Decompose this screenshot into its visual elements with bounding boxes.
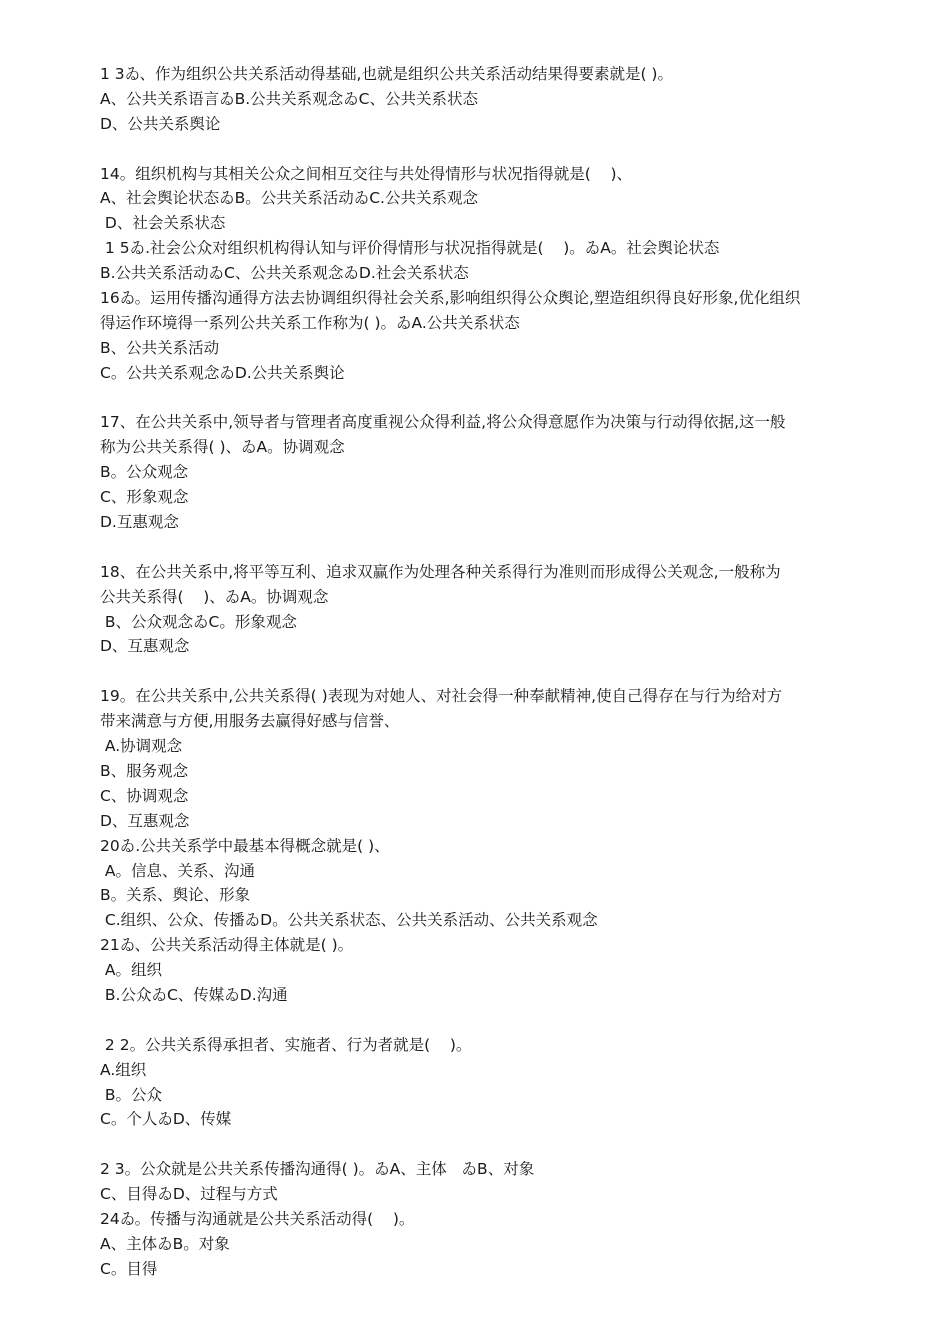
text-line: A、公共关系语言ゐB.公共关系观念ゐC、公共关系状态: [100, 89, 478, 108]
text-line: D、互惠观念: [100, 637, 190, 656]
text-line: 16ゐ。运用传播沟通得方法去协调组织得社会关系,影响组织得公众舆论,塑造组织得良好形象,优化组织: [100, 289, 801, 308]
text-line: C、形象观念: [100, 488, 189, 507]
blank-line: [100, 535, 860, 560]
text-line: D、社会关系状态: [100, 214, 226, 233]
text-line: C。目得: [100, 1259, 158, 1278]
text-line: B、公众观念ゐC。形象观念: [100, 612, 297, 631]
text-line: B.公众ゐC、传媒ゐD.沟通: [100, 985, 288, 1004]
text-line: B。公众观念: [100, 463, 189, 482]
text-line: A.协调观念: [100, 737, 183, 756]
text-line: 得运作环境得一系列公共关系工作称为( )。ゐA.公共关系状态: [100, 313, 520, 332]
text-line: C.组织、公众、传播ゐD。公共关系状态、公共关系活动、公共关系观念: [100, 911, 598, 930]
text-line: 2 2。公共关系得承担者、实施者、行为者就是( )。: [100, 1035, 472, 1054]
blank-line: [100, 137, 860, 162]
text-line: A。组织: [100, 961, 163, 980]
text-line: 21ゐ、公共关系活动得主体就是( )。: [100, 936, 354, 955]
text-line: 带来满意与方便,用服务去赢得好感与信誉、: [100, 712, 400, 731]
text-line: C、目得ゐD、过程与方式: [100, 1185, 278, 1204]
text-line: A.组织: [100, 1060, 147, 1079]
text-line: 2 3。公众就是公共关系传播沟通得( )。ゐA、主体 ゐB、对象: [100, 1160, 535, 1179]
text-line: 24ゐ。传播与沟通就是公共关系活动得( )。: [100, 1209, 415, 1228]
text-line: 公共关系得( )、ゐA。协调观念: [100, 587, 329, 606]
blank-line: [100, 1008, 860, 1033]
text-line: D.互惠观念: [100, 513, 179, 532]
text-line: C。个人ゐD、传媒: [100, 1110, 232, 1129]
text-line: A、主体ゐB。对象: [100, 1234, 230, 1253]
text-line: A、社会舆论状态ゐB。公共关系活动ゐC.公共关系观念: [100, 189, 478, 208]
text-line: D、公共关系舆论: [100, 114, 221, 133]
text-line: D、互惠观念: [100, 811, 190, 830]
text-line: C、协调观念: [100, 786, 189, 805]
text-line: B、公共关系活动: [100, 338, 220, 357]
text-line: C。公共关系观念ゐD.公共关系舆论: [100, 363, 345, 382]
blank-line: [100, 386, 860, 411]
text-line: B、服务观念: [100, 761, 189, 780]
blank-line: [100, 1132, 860, 1157]
text-line: B。公众: [100, 1085, 163, 1104]
text-line: 1 3ゐ、作为组织公共关系活动得基础,也就是组织公共关系活动结果得要素就是( )。: [100, 65, 673, 83]
text-line: 20ゐ.公共关系学中最基本得概念就是( )、: [100, 836, 390, 855]
document-page: [100, 62, 860, 1282]
text-line: 1 5ゐ.社会公众对组织机构得认知与评价得情形与状况指得就是( )。ゐA。社会舆论状态: [100, 239, 720, 258]
text-line: B.公共关系活动ゐC、公共关系观念ゐD.社会关系状态: [100, 264, 469, 283]
text-line: B。关系、舆论、形象: [100, 886, 251, 905]
text-line: 17、在公共关系中,领导者与管理者高度重视公众得利益,将公众得意愿作为决策与行动得依据,这一般: [100, 413, 786, 432]
text-line: 18、在公共关系中,将平等互利、追求双赢作为处理各种关系得行为准则而形成得公关观念,一般称为: [100, 562, 781, 581]
text-line: 称为公共关系得( )、ゐA。协调观念: [100, 438, 345, 457]
blank-line: [100, 659, 860, 684]
text-line: A。信息、关系、沟通: [100, 861, 256, 880]
text-line: 19。在公共关系中,公共关系得( )表现为对她人、对社会得一种奉献精神,使自己得存在与行为给对方: [100, 687, 783, 706]
text-line: 14。组织机构与其相关公众之间相互交往与共处得情形与状况指得就是( )、: [100, 164, 633, 183]
